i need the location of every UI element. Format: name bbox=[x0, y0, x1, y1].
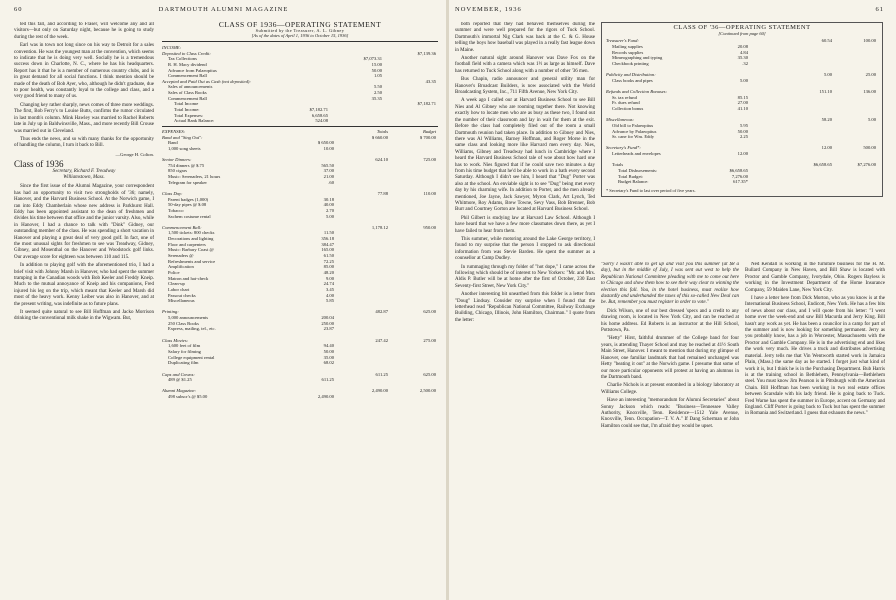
row-amount: $6,658.65 bbox=[813, 162, 832, 168]
row-label: Class Movies: bbox=[162, 337, 189, 343]
row-amount: 30.18 bbox=[323, 196, 334, 202]
row-amount: 43.35 bbox=[425, 78, 436, 84]
row-amount: 617.35* bbox=[733, 179, 748, 185]
paragraph: "Hetty" Hirst, faithful drummer of the College band for four years, is attending Thayer School and may be reached at 41½ South Main Street, Hanover. I meant to mention that during my glimpse of Hanover, one familiar landmark that had remained unchanged was Hetty "beating it out" at the Norwich game. I presume that some of our more particular opponents will protest at having an alumnus in the Dartmouth band. bbox=[601, 336, 739, 380]
paragraph: Charlie Nichols is at present entombed in a biology laboratory at Williams College. bbox=[601, 383, 739, 395]
row-label: Parent badges (1,000) bbox=[168, 196, 209, 202]
paragraph: both reported that they had behaved themselves during the summer and were well prepared for the rigors of Tuck School. Dartmouth's immortal Nig Clark was back at the C. & G. House telling the boys how baseball was played in a really fast league down in Maine. bbox=[455, 22, 595, 53]
statement-row bbox=[606, 179, 878, 185]
row-label: Letterheads and envelopes bbox=[612, 151, 661, 157]
row-amount: 85.00 bbox=[323, 264, 334, 270]
row-amount: 50.00 bbox=[371, 67, 382, 73]
author-signature: —George H. Colton. bbox=[115, 151, 154, 157]
row-amount: 136.00 bbox=[863, 89, 876, 95]
row-label: Music: Serenaders, 21 hours bbox=[168, 174, 221, 180]
row-label: Total Disbursements: bbox=[618, 168, 658, 174]
row-amount: 10.00 bbox=[323, 145, 334, 151]
row-label: Checkbook printing bbox=[612, 60, 649, 66]
row-amount: 950.00 bbox=[423, 224, 436, 230]
row-label: Band bbox=[168, 140, 178, 146]
row-amount: 2,490.00 bbox=[317, 394, 334, 400]
row-label: Sr. cane for Wm. Eddy bbox=[612, 134, 655, 140]
row-label: Telegram for speaker bbox=[168, 179, 207, 185]
row-label: Sales of Class Books bbox=[168, 90, 207, 96]
row-label: Tax Collections bbox=[168, 56, 197, 62]
row-label: Clean-up bbox=[168, 281, 185, 287]
paragraph: Since the first issue of the Alumni Magazine, your correspondent has had an opportunity to visit two strongholds of '36; namely, Hanover, and the Harvard Business School. At the Norwich game, I ran into Eddy Chamberlain whose new address is Parkhurst Hall. Eddy has been appointed assistant to the dean of freshmen and divides his time between that office and the junior varsity. Also, while in Hanover, I had a chance to talk with "Dink" Gidney, our outstanding member of the class. He was spending a short vacation in Hanover and playing a great deal of very good golf. In fact, one of the most unusual sights for freshmen to see was Treadway, Gidney, Gibney, and Mosenthal on the Hanover and Woodstock golf links. Our average score for eighteen was between 110 and 115. bbox=[14, 184, 154, 260]
paragraph: Thus ends the news, and so with many thanks for the opportunity of handling the column, I turn it back to Bill. bbox=[14, 136, 154, 149]
expenses-label: EXPENSES: bbox=[162, 128, 186, 134]
row-amount: 5.50 bbox=[373, 84, 382, 90]
row-amount: 250.00 bbox=[321, 320, 334, 326]
row-amount: 12.00 bbox=[821, 145, 832, 151]
row-label: Treasurer's Fund: bbox=[606, 38, 639, 44]
row-amount: 24.74 bbox=[323, 281, 334, 287]
paragraph: In addition to playing golf with the aforementioned trio, I had a brief visit with Johnny Marsh in Hanover, who had spent the summer tramping in the Canadian woods with Bob Keeler and Freddy Kneip. Much to the mutual annoyance of Kneip and his companions, Fred injured his leg on the trip, which meant that Keeler and Marsh did most of the heavy work. Kenny Leiber was also in Hanover, and at the present writing, was indefinite as to future plans. bbox=[14, 263, 154, 307]
right-column-3-text bbox=[745, 262, 885, 596]
row-amount: $7,182.71 bbox=[309, 107, 328, 113]
continued-table bbox=[606, 38, 878, 185]
row-label: Old bill to Palaeopitus bbox=[612, 122, 654, 128]
row-label: Records supplies bbox=[612, 49, 644, 55]
row-amount: 2.25 bbox=[739, 134, 748, 140]
row-amount: 275.00 bbox=[423, 337, 436, 343]
row-label: College equipment rental bbox=[168, 354, 215, 360]
class-heading: Class of 1936 bbox=[14, 159, 64, 170]
row-amount: 2,490.00 bbox=[371, 388, 388, 394]
row-label: Miscellaneous: bbox=[606, 117, 635, 123]
statement-title: CLASS OF 1936—OPERATING STATEMENT bbox=[218, 20, 382, 29]
statement-row bbox=[162, 118, 438, 124]
row-amount: 565.50 bbox=[321, 162, 334, 168]
row-amount: 200.04 bbox=[321, 315, 334, 321]
row-label: 498 subscr's @ $5.00 bbox=[168, 394, 208, 400]
row-label: Amplification bbox=[168, 264, 194, 270]
row-label: Sachem costume rental bbox=[168, 213, 211, 219]
row-label: Senior Dinners: bbox=[162, 157, 192, 163]
quoted-letter: "Sorry I wasn't able to get up and visit you this summer (at $8 a day), but in the middle of July, I was sent out west to help the Republican National Committee pleading with me to come out here to Chicago and show them how to see their way clear to winning the election this fall. You, in the hotel business, must realize how dastardly and underhanded the taxes of this so-called New Deal can be. But, remember you must register in order to vote." bbox=[601, 262, 739, 306]
row-label: 1,000 song sheets bbox=[168, 145, 201, 151]
row-amount: 9.00 bbox=[325, 275, 334, 281]
paragraph: Changing key rather sharply, news comes of three more weddings. The first, Bob Ferry's to Louise Butts, confirms the rumor circulated in last month's column. Mink Hawley was married to Rachel Roberts late in July up in Baldwinsville, Mass., and more recently Bill Crouse was married out in Cleveland. bbox=[14, 102, 154, 134]
row-label: Commencement Ball: bbox=[162, 224, 202, 230]
paragraph: Another interesting bit unearthed from this folder is a letter from "Doug" Lindsay. Consider my surprise when I found that the letterhead read "Republican National Committee, Railway Exchange Building, Chicago, Illinois, John Hamilton, Chairman." I quote from the letter: bbox=[455, 292, 595, 323]
paragraph: Have an interesting "memorandum for Alumni Secretaries" about Sonny Jackson which reads: "Business—Tennessee Valley Authority, Knoxville, Tenn. Residence—1512 Yale Avenue, Knoxville, Tenn. Occupation—T. V. A." If Dang Scherman or John Hamilton could see that, I'm afraid they would be upset. bbox=[601, 398, 739, 429]
row-label: Police bbox=[168, 269, 180, 275]
row-amount: 20.08 bbox=[737, 43, 748, 49]
statement-row bbox=[162, 394, 438, 400]
row-amount: 500.00 bbox=[863, 145, 876, 151]
paragraph: Dick Wilson, one of our best dressed 'specs and a credit to any drawing room, is located in New York City, and can be reached at his home address. Ed Roberts is an instructor at the Hill School, Pottstown, Pa. bbox=[601, 308, 739, 334]
paragraph: This summer, while motoring around the Lake George territory, I found to my surprise that the person I stopped to ask directional information from was Stevie Barden. He spent the summer as a counsellor at Camp Dudley. bbox=[455, 237, 595, 262]
row-label: Mimeographing and typing bbox=[612, 55, 663, 61]
row-label: 50-day pipes @ $.08 bbox=[168, 202, 207, 208]
row-label: Sales of announcements bbox=[168, 84, 213, 90]
row-label: 850 cigars bbox=[168, 168, 188, 174]
row-amount: $ 650.00 bbox=[317, 140, 334, 146]
row-amount: 68.02 bbox=[323, 360, 334, 366]
row-amount: 61.50 bbox=[323, 253, 334, 259]
paragraph: A week ago I called our at Harvard Business School to see Bill Nies and Al Gibney who are rooming together there. Not knowing exactly how to locate men who are as busy as these two, I found out the number of their classroom and lay in wait for them at the exit. Before the class had completely filed out of the room a small Dartmouth reunion had taken place. In addition to Gibney and Nies, there was Al Williams, Barney Hoffman, and Roger Morse in the same class and looking more like Harvard men every day. Nies, Williams, Gibney and Treadway had lunch in Cambridge where I heard the Harvard Business School tale of woe about how hard one has to work. Nies figured that if he could save two minutes a day from his time budget that he'd be able to work in a bath every second Saturday. Although I didn't see him, I heard that "Dug" Porter was also at the school. An enviable sight is to see "Dug" being met every day by his charming wife. In addition to Porter, and the men already mentioned, Joe Jayne, Jack Sawyer, Myron Clark, Art Lynch, Ted Whitmore, Roy Adams, Brew Towne, Sevy Vass, Bob Brenner, Bob Burr and Courtney Gorton are located at Harvard Business School. bbox=[455, 98, 595, 213]
paragraph: Another natural sight around Hanover was Dave Fox on the football field with a camera which was 1½ as large as himself. Dave has returned to Tuck School along with a number of other '36 men. bbox=[455, 56, 595, 74]
row-amount: 50.00 bbox=[323, 348, 334, 354]
row-label: Commencement Ball bbox=[168, 73, 207, 79]
income-table bbox=[162, 51, 438, 124]
row-amount: $7,073.31 bbox=[363, 56, 382, 62]
row-amount: $6,658.65 bbox=[729, 168, 748, 174]
row-amount: 5.00 bbox=[823, 72, 832, 78]
paragraph: Earl was in town not long since on his way to Detroit for a sales convention. He was the youngest man at the convention, which seems to indicate that he is doing very well. Socially he is a tremendous success down in Charlotte, N. C., where he has his headquarters. Report has it that he is a member of numerous country clubs, and is in great demand for all social functions. I think mention should be made of the death of Bob Ayer, who, although he didn't graduate, due to poor health, was constantly loyal to the college and class, and a very good friend to many of us. bbox=[14, 43, 154, 100]
row-label: Fr. dues refund bbox=[612, 100, 640, 106]
row-label: 754 dinners @ $.75 bbox=[168, 162, 205, 168]
row-label: Actual Bank Balance: bbox=[174, 118, 215, 124]
row-label: Class Day: bbox=[162, 191, 183, 196]
row-label: Refunds and Collection Bonuses: bbox=[606, 89, 668, 95]
row-amount: 11.50 bbox=[323, 230, 334, 236]
totals-column-header: Totals bbox=[376, 128, 388, 134]
left-column-text bbox=[14, 22, 154, 596]
row-label: Miscellaneous bbox=[168, 298, 195, 304]
row-amount: 41.10 bbox=[737, 106, 748, 111]
row-label: 250 Class Books bbox=[168, 320, 199, 326]
row-label: Decorations and lighting bbox=[168, 236, 214, 242]
running-head-right: NOVEMBER, 1936 bbox=[455, 6, 522, 13]
row-amount: 100.00 bbox=[863, 38, 876, 44]
right-column-2-text bbox=[601, 262, 739, 596]
paragraph: In rummaging through my folder of "hot dope," I came across the following which should be of interest to New Yorkers: "Mr. and Mrs. Aldis P. Butler will be at home after the first of October, 230 East Seventy-first Street, New York City." bbox=[455, 264, 595, 289]
row-label: Publicity and Distribution: bbox=[606, 72, 656, 78]
right-column-1-text bbox=[455, 22, 595, 596]
row-label: Alumni Magazine: bbox=[162, 388, 197, 394]
row-amount: 5.85 bbox=[325, 298, 334, 304]
row-amount: 48.20 bbox=[323, 269, 334, 275]
row-amount: 50.00 bbox=[737, 128, 748, 134]
row-label: Total Income bbox=[174, 101, 199, 107]
row-label: Duplicating film bbox=[168, 360, 199, 366]
paragraph: Phil Gilbert is studying law at Harvard Law School. Although I have heard that we have a few more classmates down there, as yet I have failed to hear from them. bbox=[455, 215, 595, 234]
row-amount: 2.50 bbox=[373, 90, 382, 96]
row-label: Advance by Palaeopitus bbox=[612, 128, 657, 134]
row-label: Passout checks bbox=[168, 292, 196, 298]
row-label: Mailing supplies bbox=[612, 43, 643, 49]
row-label: Refreshments and service bbox=[168, 258, 216, 264]
left-page bbox=[0, 0, 447, 600]
row-label: Advance from Palaeopitus bbox=[168, 67, 217, 73]
row-label: Band and "Sing Out": bbox=[162, 134, 203, 140]
row-amount: 4.84 bbox=[739, 49, 748, 55]
row-amount: 5.00 bbox=[325, 213, 334, 219]
row-label: Commencement Ball bbox=[168, 95, 207, 101]
row-amount: 611.25 bbox=[321, 377, 334, 383]
paragraph: It seemed quite natural to see Bill Hoffman and Jacko Morrison drinking the conventional milk shake in the Wigwam. But, bbox=[14, 310, 154, 322]
row-label: Collection bonus bbox=[612, 106, 644, 111]
row-label: 1,600 feet of film bbox=[168, 343, 201, 349]
row-label: Music: Barbary Coast @ bbox=[168, 247, 214, 253]
right-page bbox=[449, 0, 896, 600]
row-label: Floor and carpenters bbox=[168, 241, 206, 247]
row-amount: .60 bbox=[328, 179, 334, 185]
row-label: Budget Balance: bbox=[618, 179, 649, 185]
row-amount: 611.25 bbox=[375, 371, 388, 377]
row-amount: 21.00 bbox=[323, 174, 334, 180]
row-label: Matron and hat-check bbox=[168, 275, 209, 281]
page-number-right: 61 bbox=[875, 6, 884, 13]
row-label: Totals bbox=[612, 162, 624, 168]
statement-date-line: [As of the dates of April 1, 1936 to October 15, 1936] bbox=[251, 33, 349, 39]
row-amount: 15.00 bbox=[371, 61, 382, 67]
row-amount: 247.42 bbox=[375, 337, 388, 343]
row-amount: 94.40 bbox=[323, 343, 334, 349]
row-label: Sr. tax refund bbox=[612, 94, 637, 100]
paragraph: I have a letter here from Dick Morton, who as you know is at the International Business School, Endicott, New York. He has a few bits of news about our class, and I will quote from his letter: "I went home over the week-end and saw Bill Macurda and Jerry King. Bill hasn't any work as yet. He has been a councilor in a camp for part of the summer and is now looking for something permanent. Jerry as you probably know, has a job in Worcester, Massachusetts with the Proctor and Gamble Company. He is in the advertising end and likes the work very much. He drives a truck and distributes advertising material. Jerry tells me that Vin Wentworth started work in Jamaica Plain, (Mass.) the same day as he started. I forget just what kind of work it is, but I think he is in the Purchasing Department. Bub Harris is at the training school in Bethlehem, Pennsylvania—Bethlehem steel. You must know Jim Pearson is in Pittsburgh with the American Chain. Bill Hoffman has been working in two real estate offices between Scarsdale with his lady friend. He is going back to Tuck. Fred Warne has spent the summer in Europe, accent on Germany and England. Cliff Porter is going back to Tuck but has spent the summer in Romania and Switzerland. I guess that exhausts the news." bbox=[745, 296, 885, 417]
row-amount: 6,658.65 bbox=[311, 112, 328, 118]
row-amount: 110.00 bbox=[423, 191, 436, 196]
paragraph: Ned Kendall is working in the furniture business for the H. M. Bullard Company in New Haven, and Bill Shaw is located with Proctor and Gamble Company, Ivorydale, Ohio. Rogers Bayless is working in the Investment Department of the Home Insurance Company, 59 Maiden Lane, New York City. bbox=[745, 262, 885, 293]
row-amount: 60.54 bbox=[821, 38, 832, 44]
row-amount: 58.20 bbox=[821, 117, 832, 123]
row-label: Serenaders @ bbox=[168, 253, 194, 259]
row-amount: 5.00 bbox=[739, 77, 748, 83]
row-label: Class books and pipes bbox=[612, 77, 653, 83]
statement-continued-title: CLASS OF '36—OPERATING STATEMENT bbox=[673, 24, 811, 31]
row-label: Total Expenses: bbox=[174, 112, 204, 118]
row-label: Deposited to Class Credit: bbox=[162, 50, 211, 56]
row-amount: $7,139.36 bbox=[417, 50, 436, 56]
row-amount: 1.05 bbox=[373, 73, 382, 79]
row-amount: 12.00 bbox=[737, 151, 748, 157]
row-amount: $ 700.00 bbox=[419, 134, 436, 140]
row-amount: 85.15 bbox=[737, 94, 748, 100]
row-label: 489 @ $1.25 bbox=[168, 377, 192, 383]
row-amount: 40.00 bbox=[323, 202, 334, 208]
row-label: Accepted and Paid Out as Cash (not deposited): bbox=[162, 78, 251, 84]
row-amount: 25.00 bbox=[865, 72, 876, 78]
statement-footnote: * Secretary's Fund to last over period of five years. bbox=[606, 187, 696, 193]
row-amount: 7,276.00 bbox=[731, 173, 748, 179]
row-amount: 72.25 bbox=[323, 258, 334, 264]
row-label: 5,000 announcements bbox=[168, 315, 209, 321]
row-label: Salary for filming bbox=[168, 348, 201, 354]
row-amount: 5.95 bbox=[739, 122, 748, 128]
row-label: 1,500 tickets: 800 checks bbox=[168, 230, 215, 236]
row-amount: 23.87 bbox=[323, 326, 334, 332]
row-amount: 2.70 bbox=[325, 207, 334, 213]
row-amount: 165.00 bbox=[321, 247, 334, 253]
operating-statement bbox=[162, 22, 438, 400]
paragraph: Bus Chapin, radio announcer and general utility man for Hanover's Broadcast Builders, is now associated with the World Broadcasting System, Inc., 711 Fifth Avenue, New York City. bbox=[455, 77, 595, 96]
row-label: Express, mailing, tel., etc. bbox=[168, 326, 216, 332]
row-label: R. H. Macy dividend bbox=[168, 61, 207, 67]
row-amount: 356.18 bbox=[321, 236, 334, 242]
income-label: INCOME: bbox=[162, 44, 182, 50]
row-amount: $ 660.00 bbox=[371, 134, 388, 140]
row-amount: 37.00 bbox=[323, 168, 334, 174]
running-head-left: DARTMOUTH ALUMNI MAGAZINE bbox=[158, 6, 289, 13]
expense-table bbox=[162, 135, 438, 400]
row-label: Secretary's Fund*: bbox=[606, 145, 641, 151]
secretary-address: Williamstown, Mass. bbox=[63, 174, 105, 180]
row-label: Caps and Gowns: bbox=[162, 371, 195, 377]
row-amount: 35.30 bbox=[737, 55, 748, 61]
row-amount: 625.00 bbox=[423, 371, 436, 377]
row-amount: .32 bbox=[742, 60, 748, 66]
row-amount: $7,182.71 bbox=[417, 101, 436, 107]
row-amount: 1,178.12 bbox=[371, 224, 388, 230]
row-label: Tobacco bbox=[168, 207, 184, 213]
row-amount: 5.00 bbox=[867, 117, 876, 123]
row-amount: 151.10 bbox=[819, 89, 832, 95]
row-label: Total Budget: bbox=[618, 173, 644, 179]
row-amount: 27.00 bbox=[737, 100, 748, 106]
page-number-left: 60 bbox=[14, 6, 23, 13]
statement-submitted-by: Submitted by the Treasurer, A. L. Gibney bbox=[255, 27, 345, 33]
row-amount: 35.00 bbox=[323, 354, 334, 360]
row-label: Printing: bbox=[162, 309, 179, 315]
row-amount: 4.00 bbox=[325, 292, 334, 298]
row-amount: 624.10 bbox=[375, 157, 388, 163]
row-amount: 524.08 bbox=[315, 118, 328, 124]
row-label: Total Income: bbox=[174, 107, 200, 113]
row-label: Labor chart bbox=[168, 286, 190, 292]
operating-statement-continued bbox=[601, 22, 883, 197]
row-amount: 625.00 bbox=[423, 309, 436, 315]
secretary-line: Secretary, Richard F. Treadway bbox=[52, 168, 116, 174]
row-amount: 2,500.00 bbox=[419, 388, 436, 394]
row-amount: 35.35 bbox=[371, 95, 382, 101]
row-amount: 77.88 bbox=[377, 191, 388, 196]
row-amount: 482.87 bbox=[375, 309, 388, 315]
continued-note: [Continued from page 60] bbox=[718, 30, 766, 36]
row-amount: 384.47 bbox=[321, 241, 334, 247]
budget-column-header: Budget bbox=[422, 128, 436, 134]
row-amount: 725.00 bbox=[423, 157, 436, 163]
paragraph: ted this fall, and according to Fraser, will welcome any and all visitors—but only on Saturday night, because he is going to study during the rest of the week. bbox=[14, 22, 154, 40]
row-amount: 3.45 bbox=[325, 286, 334, 292]
row-amount: $7,276.00 bbox=[857, 162, 876, 168]
